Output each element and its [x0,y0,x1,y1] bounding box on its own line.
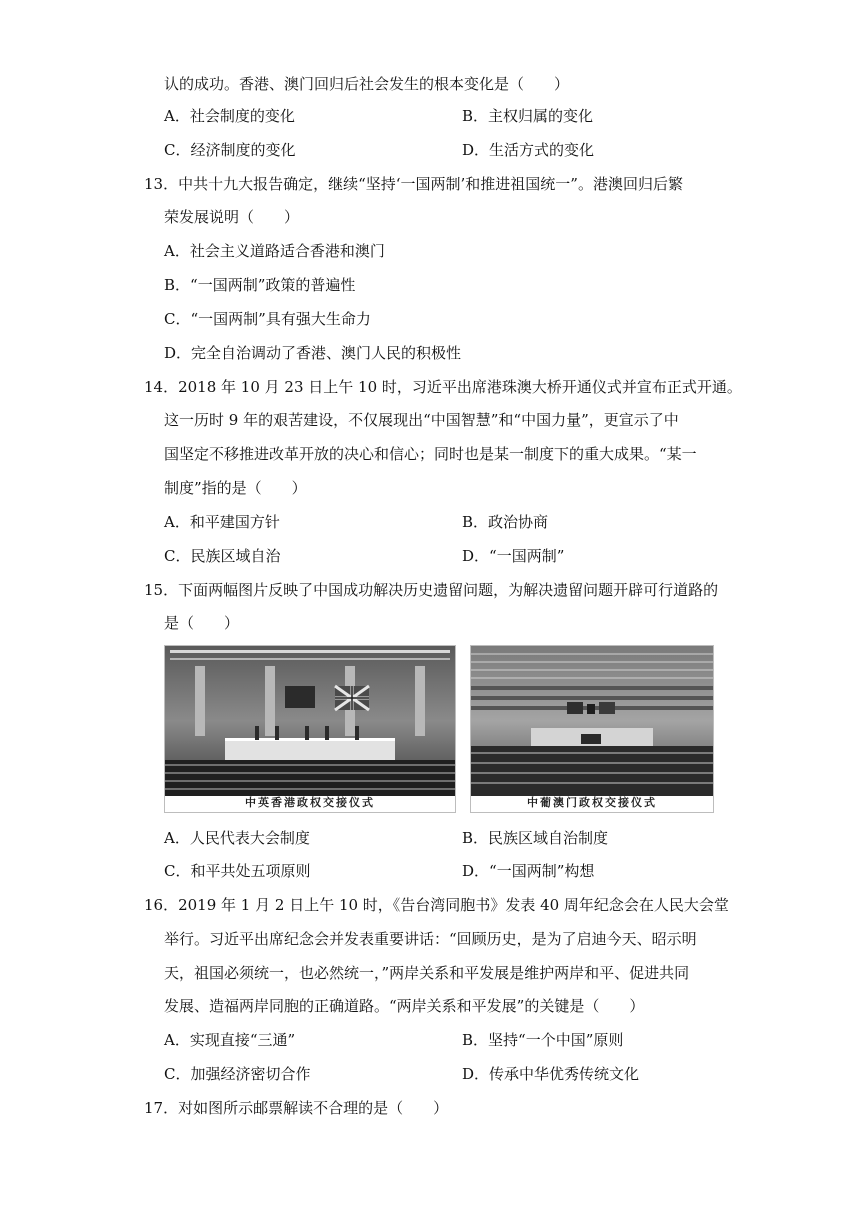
macau-handover-photo [470,645,714,813]
q16-option-c[interactable]: C．加强经济密切合作 [164,1065,311,1083]
q16-option-d[interactable]: D．传承中华优秀传统文化 [462,1065,640,1083]
q16-stem-line-4: 发展、造福两岸同胞的正确道路。“两岸关系和平发展”的关键是（ ） [164,997,645,1015]
q15-option-a[interactable]: A．人民代表大会制度 [164,829,310,847]
q16-stem-line-3: 天，祖国必须统一，也必然统一，”两岸关系和平发展是维护两岸和平、促进共同 [164,964,690,982]
q13-stem-line-1: 13．中共十九大报告确定，继续“坚持‘一国两制’和推进祖国统一”。港澳回归后繁 [144,175,683,193]
q12-option-c[interactable]: C．经济制度的变化 [164,141,296,159]
q16-stem-line-1: 16．2019 年 1 月 2 日上午 10 时，《告台湾同胞书》发表 40 周年纪念会在人民大会堂 [144,896,729,914]
q16-option-a[interactable]: A．实现直接“三通” [164,1031,296,1049]
q14-stem-line-2: 这一历时 9 年的艰苦建设，不仅展现出“中国智慧”和“中国力量”，更宣示了中 [164,411,679,429]
hong-kong-handover-photo [164,645,456,813]
q12-option-b[interactable]: B．主权归属的变化 [462,107,594,125]
q14-stem-line-1: 14．2018 年 10 月 23 日上午 10 时，习近平出席港珠澳大桥开通仪式并宣布正式开通。 [144,378,742,396]
macau-handover-image [471,646,713,812]
q16-option-b[interactable]: B．坚持“一个中国”原则 [462,1031,624,1049]
q13-stem-line-2: 荣发展说明（ ） [164,208,300,226]
q15-option-d[interactable]: D．“一国两制”构想 [462,862,595,880]
q13-option-c[interactable]: C．“一国两制”具有强大生命力 [164,310,371,328]
q13-option-b[interactable]: B．“一国两制”政策的普遍性 [164,276,356,294]
q12-stem: 认的成功。香港、澳门回归后社会发生的根本变化是（ ） [164,75,570,93]
q14-stem-line-3: 国坚定不移推进改革开放的决心和信心；同时也是某一制度下的重大成果。“某一 [164,445,697,463]
q14-option-d[interactable]: D．“一国两制” [462,547,565,565]
hong-kong-handover-image [165,646,455,812]
q12-option-d[interactable]: D．生活方式的变化 [462,141,595,159]
q14-stem-line-4: 制度”指的是（ ） [164,479,307,497]
q14-option-c[interactable]: C．民族区域自治 [164,547,281,565]
q13-option-a[interactable]: A．社会主义道路适合香港和澳门 [164,242,385,260]
q13-option-d[interactable]: D．完全自治调动了香港、澳门人民的积极性 [164,344,462,362]
q17-stem: 17．对如图所示邮票解读不合理的是（ ） [144,1099,449,1117]
macau-photo-caption: 中葡澳门政权交接仪式 [527,796,657,809]
q12-option-a[interactable]: A．社会制度的变化 [164,107,295,125]
q14-option-a[interactable]: A．和平建国方针 [164,513,280,531]
hong-kong-photo-caption: 中英香港政权交接仪式 [245,796,375,809]
q15-stem-line-2: 是（ ） [164,614,240,632]
q15-stem-line-1: 15．下面两幅图片反映了中国成功解决历史遗留问题，为解决遗留问题开辟可行道路的 [144,581,719,599]
q14-option-b[interactable]: B．政治协商 [462,513,549,531]
q15-option-c[interactable]: C．和平共处五项原则 [164,862,311,880]
q15-option-b[interactable]: B．民族区域自治制度 [462,829,609,847]
q16-stem-line-2: 举行。习近平出席纪念会并发表重要讲话：“回顾历史，是为了启迪今天、昭示明 [164,930,697,948]
